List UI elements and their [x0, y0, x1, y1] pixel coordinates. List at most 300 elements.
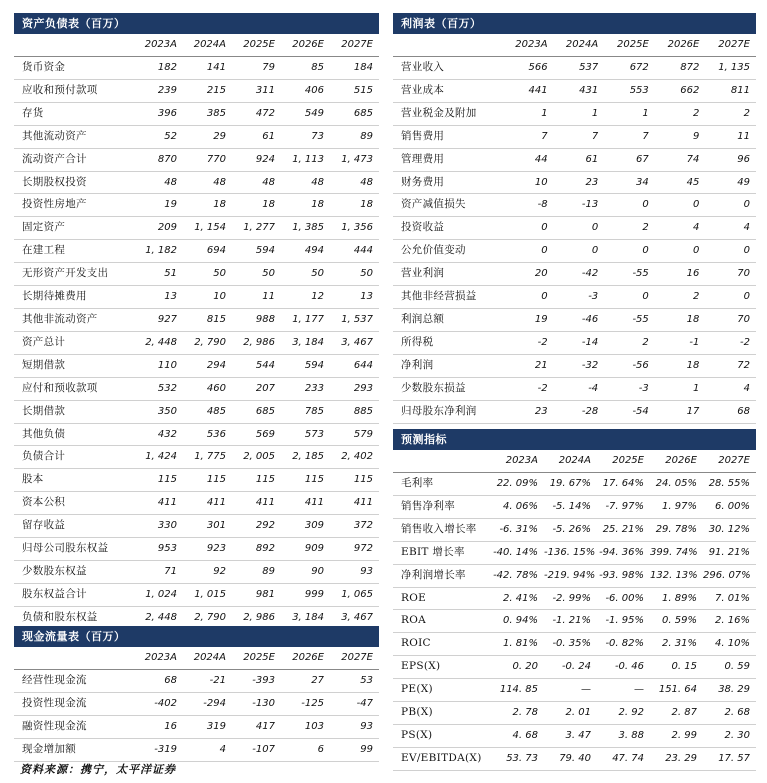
cell-value: 532	[134, 377, 183, 400]
cell-value: 999	[281, 583, 330, 606]
cell-value: —	[597, 679, 650, 702]
cell-value: 2, 448	[134, 606, 183, 629]
cell-value: -32	[554, 354, 605, 377]
table-row	[14, 354, 379, 377]
cell-value: -93. 98%	[597, 564, 650, 587]
cell-value: 770	[183, 148, 232, 171]
year-header: 2023A	[491, 450, 544, 473]
table-row	[393, 679, 756, 702]
row-label: 留存收益	[14, 515, 134, 538]
cell-value: 432	[134, 423, 183, 446]
year-header: 2026E	[650, 450, 703, 473]
cell-value: 85	[281, 57, 330, 80]
cell-value: 29. 78%	[650, 518, 703, 541]
cell-value: 0. 59%	[650, 610, 703, 633]
cell-value: 870	[134, 148, 183, 171]
table-row	[14, 263, 379, 286]
row-label: 投资性现金流	[14, 692, 134, 715]
year-header-row	[393, 450, 756, 473]
cell-value: 472	[232, 102, 281, 125]
cell-value: -21	[183, 670, 232, 693]
cell-value: 18	[183, 194, 232, 217]
cell-value: 23. 29	[650, 747, 703, 770]
cell-value: -94. 36%	[597, 541, 650, 564]
table-row	[14, 240, 379, 263]
cell-value: 815	[183, 308, 232, 331]
income-statement-panel	[393, 13, 756, 424]
cell-value: 909	[281, 538, 330, 561]
table-row	[14, 560, 379, 583]
cell-value: 79. 40	[544, 747, 597, 770]
cell-value: 53	[330, 670, 379, 693]
table-row	[393, 79, 756, 102]
table-row	[14, 57, 379, 80]
cell-value: 988	[232, 308, 281, 331]
forecast-title: 预测指标	[393, 429, 756, 450]
cell-value: 50	[281, 263, 330, 286]
year-header-row	[14, 647, 379, 670]
row-label: 投资性房地产	[14, 194, 134, 217]
cell-value: 19. 67%	[544, 473, 597, 496]
table-row	[14, 308, 379, 331]
cell-value: 115	[183, 469, 232, 492]
row-label: 财务费用	[393, 171, 503, 194]
cell-value: 953	[134, 538, 183, 561]
cell-value: 685	[232, 400, 281, 423]
row-label: 资产减值损失	[393, 194, 503, 217]
cell-value: 981	[232, 583, 281, 606]
cell-value: 74	[655, 148, 706, 171]
cell-value: 0. 94%	[491, 610, 544, 633]
table-row	[14, 400, 379, 423]
row-label: 营业税金及附加	[393, 102, 503, 125]
cell-value: 1, 182	[134, 240, 183, 263]
cell-value: -1. 95%	[597, 610, 650, 633]
cell-value: 301	[183, 515, 232, 538]
cell-value: 372	[330, 515, 379, 538]
cell-value: 1, 015	[183, 583, 232, 606]
cell-value: -2	[503, 377, 554, 400]
row-label: 流动资产合计	[14, 148, 134, 171]
cell-value: 45	[655, 171, 706, 194]
cell-value: -219. 94%	[544, 564, 597, 587]
cell-value: 47. 74	[597, 747, 650, 770]
cell-value: 51	[134, 263, 183, 286]
cell-value: 549	[281, 102, 330, 125]
forecast-panel	[393, 429, 756, 771]
cell-value: 811	[705, 79, 756, 102]
cell-value: 927	[134, 308, 183, 331]
cell-value: 7	[503, 125, 554, 148]
cell-value: 50	[183, 263, 232, 286]
table-row	[393, 286, 756, 309]
cell-value: -136. 15%	[544, 541, 597, 564]
row-label: 管理费用	[393, 148, 503, 171]
cell-value: 0	[655, 240, 706, 263]
cell-value: 184	[330, 57, 379, 80]
cell-value: -40. 14%	[491, 541, 544, 564]
cell-value: -28	[554, 400, 605, 423]
cell-value: -5. 14%	[544, 495, 597, 518]
year-header: 2024A	[544, 450, 597, 473]
cell-value: 3. 47	[544, 724, 597, 747]
cell-value: 0	[554, 217, 605, 240]
cell-value: 89	[330, 125, 379, 148]
cash-flow-table	[14, 647, 379, 762]
cell-value: 3. 88	[597, 724, 650, 747]
table-row	[393, 148, 756, 171]
cell-value: 2	[655, 102, 706, 125]
table-row	[393, 633, 756, 656]
cell-value: 1	[503, 102, 554, 125]
cell-value: 1	[604, 102, 655, 125]
year-header: 2025E	[604, 34, 655, 57]
cell-value: 7. 01%	[703, 587, 756, 610]
row-label: 投资收益	[393, 217, 503, 240]
cell-value: 2, 185	[281, 446, 330, 469]
cell-value: 644	[330, 354, 379, 377]
cell-value: 885	[330, 400, 379, 423]
cell-value: 4	[183, 738, 232, 761]
cell-value: 411	[232, 492, 281, 515]
cell-value: 0	[604, 194, 655, 217]
cell-value: 2. 16%	[703, 610, 756, 633]
cell-value: 972	[330, 538, 379, 561]
header-blank	[14, 647, 134, 670]
table-row	[14, 515, 379, 538]
table-row	[14, 538, 379, 561]
table-row	[14, 217, 379, 240]
table-row	[393, 102, 756, 125]
cell-value: 1, 277	[232, 217, 281, 240]
balance-sheet-table	[14, 34, 379, 630]
cell-value: 11	[705, 125, 756, 148]
table-row	[393, 473, 756, 496]
cell-value: 38. 29	[703, 679, 756, 702]
cell-value: -4	[554, 377, 605, 400]
row-label: 归母公司股东权益	[14, 538, 134, 561]
table-row	[14, 194, 379, 217]
cell-value: 2	[604, 331, 655, 354]
cell-value: 71	[134, 560, 183, 583]
cell-value: 494	[281, 240, 330, 263]
cell-value: 2, 986	[232, 331, 281, 354]
cell-value: -130	[232, 692, 281, 715]
cell-value: 0. 15	[650, 656, 703, 679]
table-row	[393, 331, 756, 354]
row-label: 负债合计	[14, 446, 134, 469]
cell-value: 0	[503, 286, 554, 309]
table-row	[393, 702, 756, 725]
cell-value: 485	[183, 400, 232, 423]
cell-value: 537	[554, 57, 605, 80]
cell-value: 294	[183, 354, 232, 377]
cell-value: 2, 448	[134, 331, 183, 354]
cell-value: 1, 473	[330, 148, 379, 171]
row-label: EV/EBITDA(X)	[393, 747, 491, 770]
cell-value: -0. 35%	[544, 633, 597, 656]
cell-value: 0	[604, 286, 655, 309]
row-label: ROE	[393, 587, 491, 610]
cell-value: 296. 07%	[703, 564, 756, 587]
cell-value: 23	[554, 171, 605, 194]
table-row	[14, 148, 379, 171]
cell-value: 293	[330, 377, 379, 400]
table-row	[393, 747, 756, 770]
cell-value: 1. 81%	[491, 633, 544, 656]
cell-value: 385	[183, 102, 232, 125]
cell-value: -6. 31%	[491, 518, 544, 541]
cell-value: 17	[655, 400, 706, 423]
cell-value: 151. 64	[650, 679, 703, 702]
row-label: 应付和预收款项	[14, 377, 134, 400]
cell-value: -55	[604, 308, 655, 331]
cell-value: 21	[503, 354, 554, 377]
cell-value: 115	[281, 469, 330, 492]
row-label: PB(X)	[393, 702, 491, 725]
cell-value: 4. 06%	[491, 495, 544, 518]
row-label: 少数股东权益	[14, 560, 134, 583]
cell-value: 2. 87	[650, 702, 703, 725]
cell-value: 536	[183, 423, 232, 446]
income-statement-table	[393, 34, 756, 424]
table-row	[14, 171, 379, 194]
cell-value: -125	[281, 692, 330, 715]
cell-value: 96	[705, 148, 756, 171]
cell-value: 0	[705, 240, 756, 263]
cell-value: 6	[281, 738, 330, 761]
cell-value: 61	[554, 148, 605, 171]
cell-value: 444	[330, 240, 379, 263]
cell-value: 50	[232, 263, 281, 286]
cell-value: 13	[330, 286, 379, 309]
cell-value: 1	[655, 377, 706, 400]
cell-value: 411	[281, 492, 330, 515]
cell-value: 11	[232, 286, 281, 309]
year-header: 2027E	[330, 647, 379, 670]
table-row	[14, 738, 379, 761]
row-label: 所得税	[393, 331, 503, 354]
row-label: 少数股东损益	[393, 377, 503, 400]
year-header: 2023A	[503, 34, 554, 57]
cell-value: —	[544, 679, 597, 702]
row-label: 其他流动资产	[14, 125, 134, 148]
cell-value: 99	[330, 738, 379, 761]
cell-value: -8	[503, 194, 554, 217]
cell-value: -2. 99%	[544, 587, 597, 610]
cell-value: 22. 09%	[491, 473, 544, 496]
cash-flow-title: 现金流量表（百万）	[14, 626, 379, 647]
cell-value: -393	[232, 670, 281, 693]
cell-value: 18	[232, 194, 281, 217]
cell-value: 233	[281, 377, 330, 400]
year-header: 2026E	[281, 647, 330, 670]
table-row	[393, 656, 756, 679]
row-label: ROIC	[393, 633, 491, 656]
row-label: 归母股东净利润	[393, 400, 503, 423]
cell-value: 19	[503, 308, 554, 331]
cell-value: 115	[232, 469, 281, 492]
row-label: 其他负债	[14, 423, 134, 446]
cell-value: 17. 64%	[597, 473, 650, 496]
table-row	[14, 492, 379, 515]
cell-value: 3, 184	[281, 606, 330, 629]
cell-value: 2. 78	[491, 702, 544, 725]
cell-value: 1. 97%	[650, 495, 703, 518]
cell-value: 0	[503, 217, 554, 240]
cell-value: 544	[232, 354, 281, 377]
cell-value: 2. 01	[544, 702, 597, 725]
cell-value: 23	[503, 400, 554, 423]
cell-value: 311	[232, 79, 281, 102]
cell-value: 3, 467	[330, 331, 379, 354]
cell-value: 785	[281, 400, 330, 423]
cell-value: 515	[330, 79, 379, 102]
table-row	[393, 377, 756, 400]
row-label: 应收和预付款项	[14, 79, 134, 102]
cell-value: 2. 92	[597, 702, 650, 725]
year-header: 2025E	[232, 647, 281, 670]
cell-value: -107	[232, 738, 281, 761]
row-label: 长期股权投资	[14, 171, 134, 194]
cell-value: -54	[604, 400, 655, 423]
cell-value: 319	[183, 715, 232, 738]
cell-value: 460	[183, 377, 232, 400]
cell-value: -402	[134, 692, 183, 715]
cell-value: 79	[232, 57, 281, 80]
cell-value: 10	[503, 171, 554, 194]
table-row	[14, 79, 379, 102]
cell-value: 10	[183, 286, 232, 309]
row-label: 负债和股东权益	[14, 606, 134, 629]
table-row	[14, 692, 379, 715]
cell-value: 1, 385	[281, 217, 330, 240]
cell-value: 1, 113	[281, 148, 330, 171]
cell-value: -46	[554, 308, 605, 331]
row-label: PE(X)	[393, 679, 491, 702]
cell-value: 1, 135	[705, 57, 756, 80]
table-row	[14, 670, 379, 693]
cell-value: 0	[705, 194, 756, 217]
cell-value: 579	[330, 423, 379, 446]
cell-value: 27	[281, 670, 330, 693]
source-footnote: 资料来源：携宁，太平洋证券	[20, 763, 176, 776]
table-row	[14, 125, 379, 148]
cell-value: 292	[232, 515, 281, 538]
row-label: 经营性现金流	[14, 670, 134, 693]
cell-value: 93	[330, 715, 379, 738]
row-label: 净利润	[393, 354, 503, 377]
cell-value: 2	[604, 217, 655, 240]
row-label: 营业成本	[393, 79, 503, 102]
cell-value: 566	[503, 57, 554, 80]
cell-value: -1	[655, 331, 706, 354]
cell-value: 12	[281, 286, 330, 309]
year-header: 2026E	[655, 34, 706, 57]
cell-value: -2	[705, 331, 756, 354]
cell-value: 2	[655, 286, 706, 309]
table-row	[393, 610, 756, 633]
cell-value: 48	[330, 171, 379, 194]
cell-value: -55	[604, 263, 655, 286]
cell-value: 18	[281, 194, 330, 217]
cell-value: 0	[705, 286, 756, 309]
year-header: 2027E	[705, 34, 756, 57]
cell-value: 0. 59	[703, 656, 756, 679]
cell-value: 2. 31%	[650, 633, 703, 656]
forecast-table	[393, 450, 756, 771]
cell-value: 1, 537	[330, 308, 379, 331]
cell-value: 569	[232, 423, 281, 446]
cell-value: -42	[554, 263, 605, 286]
year-header-row	[14, 34, 379, 57]
cell-value: 73	[281, 125, 330, 148]
row-label: 存货	[14, 102, 134, 125]
cell-value: 350	[134, 400, 183, 423]
cell-value: -2	[503, 331, 554, 354]
row-label: 净利润增长率	[393, 564, 491, 587]
cell-value: 0	[554, 240, 605, 263]
header-blank	[393, 450, 491, 473]
cell-value: 441	[503, 79, 554, 102]
row-label: 利润总额	[393, 308, 503, 331]
table-row	[393, 194, 756, 217]
table-row	[14, 583, 379, 606]
cell-value: 2. 99	[650, 724, 703, 747]
cell-value: 4. 10%	[703, 633, 756, 656]
row-label: 营业利润	[393, 263, 503, 286]
row-label: 股本	[14, 469, 134, 492]
cell-value: 61	[232, 125, 281, 148]
cell-value: 9	[655, 125, 706, 148]
cell-value: -319	[134, 738, 183, 761]
cell-value: -56	[604, 354, 655, 377]
row-label: 公允价值变动	[393, 240, 503, 263]
cell-value: 7	[554, 125, 605, 148]
cell-value: 309	[281, 515, 330, 538]
cell-value: -0. 82%	[597, 633, 650, 656]
cell-value: 53. 73	[491, 747, 544, 770]
cell-value: 13	[134, 286, 183, 309]
year-header: 2027E	[703, 450, 756, 473]
year-header: 2024A	[183, 647, 232, 670]
cell-value: -47	[330, 692, 379, 715]
table-row	[14, 377, 379, 400]
table-row	[393, 240, 756, 263]
cell-value: 209	[134, 217, 183, 240]
cell-value: -0. 46	[597, 656, 650, 679]
cell-value: 2. 30	[703, 724, 756, 747]
cell-value: 7	[604, 125, 655, 148]
cell-value: -5. 26%	[544, 518, 597, 541]
row-label: 货币资金	[14, 57, 134, 80]
cell-value: 30. 12%	[703, 518, 756, 541]
table-row	[14, 446, 379, 469]
cell-value: 72	[705, 354, 756, 377]
cell-value: 48	[134, 171, 183, 194]
header-blank	[393, 34, 503, 57]
cell-value: -6. 00%	[597, 587, 650, 610]
table-row	[14, 423, 379, 446]
cell-value: 24. 05%	[650, 473, 703, 496]
cell-value: 1, 154	[183, 217, 232, 240]
cell-value: 0	[604, 240, 655, 263]
cell-value: 672	[604, 57, 655, 80]
cell-value: 141	[183, 57, 232, 80]
cell-value: 396	[134, 102, 183, 125]
cell-value: 70	[705, 263, 756, 286]
table-row	[14, 286, 379, 309]
